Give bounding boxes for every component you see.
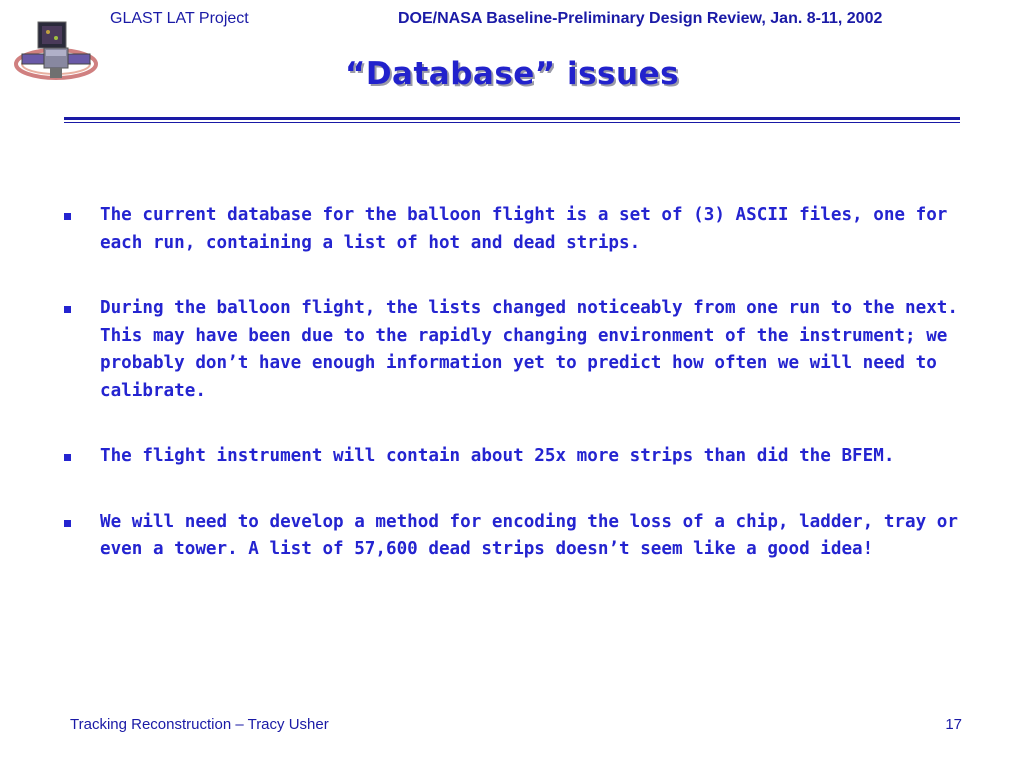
footer-presenter: Tracking Reconstruction – Tracy Usher [70,716,329,733]
bullet-item [62,509,962,564]
title-divider-thick [64,117,960,120]
header-project: GLAST LAT Project [110,10,249,27]
bullet-text: The flight instrument will contain about 25x more strips than did the BFEM. [100,446,895,466]
bullet-item [62,295,962,405]
title-divider-thin [64,122,960,123]
square-bullet-icon [64,306,71,313]
bullet-text: The current database for the balloon flight is a set of (3) ASCII files, one for each run, containing a list of hot and dead strips. [100,205,948,253]
bullet-text: We will need to develop a method for encoding the loss of a chip, ladder, tray or even a tower. A list of 57,600 dead strips doesn’t seem like a good idea! [100,511,958,559]
bullet-list [62,202,962,602]
slide-title: “Database” issues [344,56,680,92]
square-bullet-icon [64,520,71,527]
square-bullet-icon [64,454,71,461]
square-bullet-icon [64,213,71,220]
bullet-item [62,202,962,257]
header-review: DOE/NASA Baseline-Preliminary Design Review, Jan. 8-11, 2002 [398,10,883,27]
bullet-text: During the balloon flight, the lists changed noticeably from one run to the next. This may have been due to the rapidly changing environment of the instrument; we probably don’t have enough information yet to predict how often we will need to calibrate. [100,298,958,401]
bullet-item [62,443,962,471]
page-number: 17 [945,716,962,733]
